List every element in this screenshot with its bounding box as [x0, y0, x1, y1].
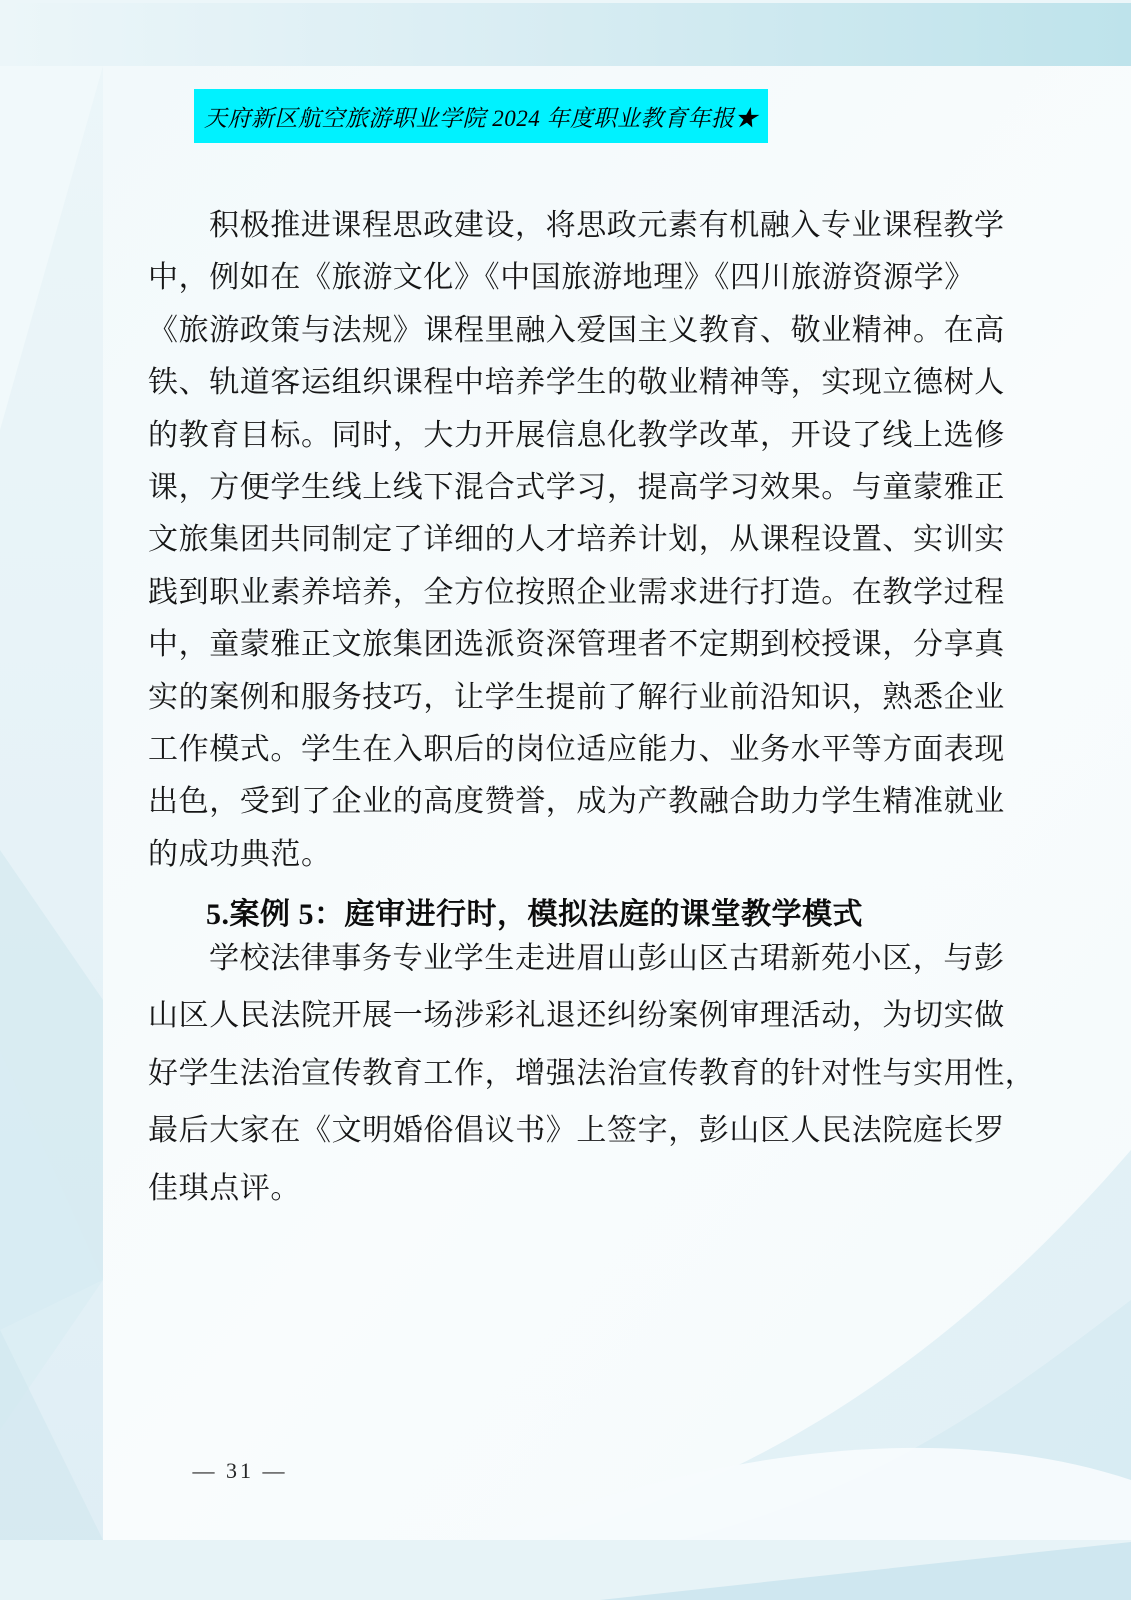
text-line: 践到职业素养培养，全方位按照企业需求进行打造。在教学过程 — [148, 575, 1005, 609]
body-paragraph-2 — [148, 930, 1036, 1217]
case-study-heading: 5.案例 5：庭审进行时，模拟法庭的课堂教学模式 — [206, 898, 863, 931]
text-line: 文旅集团共同制定了详细的人才培养计划，从课程设置、实训实 — [148, 523, 1005, 557]
text-line: 学校法律事务专业学生走进眉山彭山区古珺新苑小区，与彭 — [209, 942, 1005, 975]
text-line: 好学生法治宣传教育工作，增强法治宣传教育的针对性与实用性， — [148, 1056, 1036, 1090]
text-line: 山区人民法院开展一场涉彩礼退还纠纷案例审理活动，为切实做 — [148, 999, 1005, 1033]
text-line: 铁、轨道客运组织课程中培养学生的敬业精神等，实现立德树人 — [148, 366, 1005, 400]
text-line: 工作模式。学生在入职后的岗位适应能力、业务水平等方面表现 — [148, 732, 1005, 766]
text-line: 中，童蒙雅正文旅集团选派资深管理者不定期到校授课，分享真 — [148, 628, 1005, 662]
text-line: 出色，受到了企业的高度赞誉，成为产教融合助力学生精准就业 — [148, 785, 1005, 819]
running-header-title: 天府新区航空旅游职业学院 2024 年度职业教育年报★ — [204, 105, 758, 131]
page-number: — 31 — — [192, 1458, 288, 1483]
text-line: 的成功典范。 — [148, 837, 332, 871]
text-line: 中，例如在《旅游文化》《中国旅游地理》《四川旅游资源学》 — [148, 261, 975, 295]
text-line: 《旅游政策与法规》课程里融入爱国主义教育、敬业精神。在高 — [148, 313, 1005, 347]
text-line: 课，方便学生线上线下混合式学习，提高学习效果。与童蒙雅正 — [148, 470, 1005, 504]
text-line: 的教育目标。同时，大力开展信息化教学改革，开设了线上选修 — [148, 418, 1005, 452]
running-header-highlight — [194, 89, 768, 143]
text-line: 佳琪点评。 — [148, 1171, 301, 1205]
text-line: 积极推进课程思政建设，将思政元素有机融入专业课程教学 — [209, 209, 1005, 242]
text-line: 实的案例和服务技巧，让学生提前了解行业前沿知识，熟悉企业 — [148, 680, 1005, 714]
body-paragraph-1 — [148, 200, 1008, 881]
text-line: 最后大家在《文明婚俗倡议书》上签字，彭山区人民法院庭长罗 — [148, 1114, 1005, 1148]
